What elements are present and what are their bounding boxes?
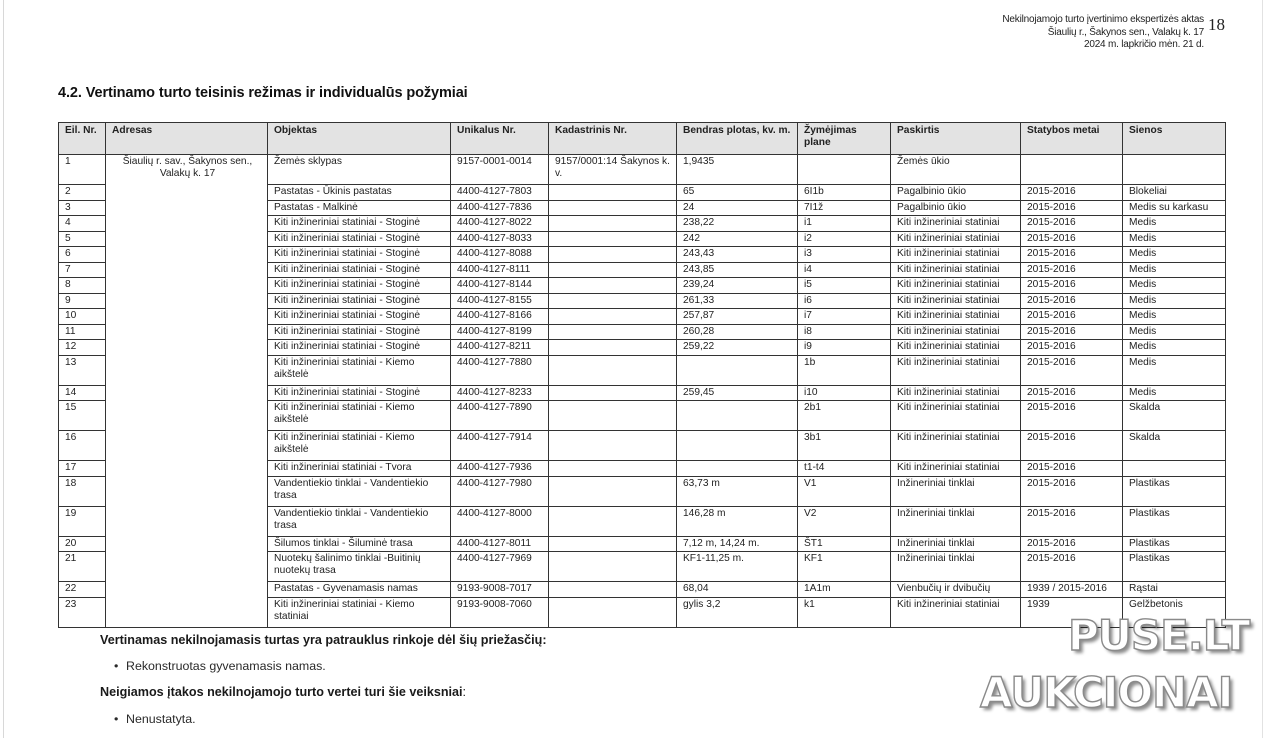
cell-kadastrinis: 9157/0001:14 Šakynos k. v.	[549, 155, 677, 185]
page-number: 18	[1208, 15, 1225, 34]
cell-zymejimas: t1-t4	[798, 461, 891, 477]
col-header-nr: Eil. Nr.	[59, 123, 106, 155]
cell-zymejimas: i1	[798, 216, 891, 232]
cell-kadastrinis	[549, 324, 677, 340]
cell-sienos: Gelžbetonis	[1123, 597, 1226, 627]
cell-plotas: 146,28 m	[677, 506, 798, 536]
cell-plotas: KF1-11,25 m.	[677, 552, 798, 582]
cell-unikalus: 4400-4127-7803	[451, 185, 549, 201]
table-row	[59, 155, 1226, 185]
cell-sienos: Skalda	[1123, 431, 1226, 461]
cell-metai	[1021, 155, 1123, 185]
cell-plotas: gylis 3,2	[677, 597, 798, 627]
cell-kadastrinis	[549, 401, 677, 431]
cell-plotas: 243,43	[677, 247, 798, 263]
cell-sienos: Medis	[1123, 216, 1226, 232]
cell-unikalus: 4400-4127-8211	[451, 340, 549, 356]
cell-adresas: Šiaulių r. sav., Šakynos sen., Valakų k. 17	[106, 155, 268, 628]
cell-nr: 7	[59, 262, 106, 278]
cell-unikalus: 4400-4127-8000	[451, 506, 549, 536]
cell-plotas: 259,22	[677, 340, 798, 356]
cell-nr: 4	[59, 216, 106, 232]
cell-unikalus: 4400-4127-8199	[451, 324, 549, 340]
cell-zymejimas: ŠT1	[798, 536, 891, 552]
header-document-title: Nekilnojamojo turto įvertinimo ekspertizės aktas	[1002, 14, 1204, 25]
cell-unikalus: 4400-4127-7980	[451, 476, 549, 506]
cell-zymejimas: 1b	[798, 355, 891, 385]
cell-objektas: Vandentiekio tinklai - Vandentiekio trasa	[268, 506, 451, 536]
cell-nr: 20	[59, 536, 106, 552]
cell-sienos	[1123, 155, 1226, 185]
cell-zymejimas: i9	[798, 340, 891, 356]
cell-metai: 2015-2016	[1021, 385, 1123, 401]
cell-nr: 18	[59, 476, 106, 506]
cell-kadastrinis	[549, 278, 677, 294]
header-address: Šiaulių r., Šakynos sen., Valakų k. 17	[1047, 26, 1204, 38]
cell-paskirtis: Kiti inžineriniai statiniai	[891, 401, 1021, 431]
cell-kadastrinis	[549, 293, 677, 309]
table-body	[59, 155, 1226, 628]
cell-paskirtis: Kiti inžineriniai statiniai	[891, 324, 1021, 340]
cell-paskirtis: Kiti inžineriniai statiniai	[891, 247, 1021, 263]
cell-paskirtis: Inžineriniai tinklai	[891, 506, 1021, 536]
cell-plotas	[677, 355, 798, 385]
positive-factor-item: • Rekonstruotas gyvenamasis namas.	[114, 659, 326, 673]
cell-unikalus: 4400-4127-8022	[451, 216, 549, 232]
cell-plotas: 24	[677, 200, 798, 216]
cell-objektas: Vandentiekio tinklai - Vandentiekio trasa	[268, 476, 451, 506]
cell-paskirtis: Kiti inžineriniai statiniai	[891, 262, 1021, 278]
cell-objektas: Kiti inžineriniai statiniai - Stoginė	[268, 293, 451, 309]
cell-unikalus: 4400-4127-7969	[451, 552, 549, 582]
cell-zymejimas: i7	[798, 309, 891, 325]
cell-plotas: 259,45	[677, 385, 798, 401]
cell-sienos	[1123, 461, 1226, 477]
cell-nr: 17	[59, 461, 106, 477]
cell-unikalus: 9193-9008-7017	[451, 582, 549, 598]
cell-nr: 5	[59, 231, 106, 247]
page-left-edge	[3, 0, 4, 738]
cell-plotas: 63,73 m	[677, 476, 798, 506]
cell-nr: 8	[59, 278, 106, 294]
cell-paskirtis: Kiti inžineriniai statiniai	[891, 461, 1021, 477]
cell-paskirtis: Kiti inžineriniai statiniai	[891, 431, 1021, 461]
cell-sienos: Medis	[1123, 293, 1226, 309]
cell-sienos: Plastikas	[1123, 506, 1226, 536]
cell-zymejimas	[798, 155, 891, 185]
cell-sienos: Skalda	[1123, 401, 1226, 431]
cell-sienos: Medis	[1123, 385, 1226, 401]
section-title: 4.2. Vertinamo turto teisinis režimas ir individualūs požymiai	[58, 85, 468, 101]
cell-kadastrinis	[549, 476, 677, 506]
cell-unikalus: 4400-4127-8166	[451, 309, 549, 325]
cell-zymejimas: i3	[798, 247, 891, 263]
cell-zymejimas: k1	[798, 597, 891, 627]
col-header-paskirtis: Paskirtis	[891, 123, 1021, 155]
page-header	[1002, 14, 1204, 52]
cell-nr: 6	[59, 247, 106, 263]
cell-paskirtis: Kiti inžineriniai statiniai	[891, 385, 1021, 401]
cell-kadastrinis	[549, 597, 677, 627]
cell-zymejimas: 2b1	[798, 401, 891, 431]
cell-kadastrinis	[549, 461, 677, 477]
cell-objektas: Kiti inžineriniai statiniai - Tvora	[268, 461, 451, 477]
cell-nr: 23	[59, 597, 106, 627]
cell-metai: 2015-2016	[1021, 247, 1123, 263]
cell-nr: 14	[59, 385, 106, 401]
cell-paskirtis: Kiti inžineriniai statiniai	[891, 340, 1021, 356]
cell-unikalus: 4400-4127-7880	[451, 355, 549, 385]
page-right-edge	[1262, 0, 1263, 738]
cell-metai: 2015-2016	[1021, 185, 1123, 201]
cell-objektas: Kiti inžineriniai statiniai - Stoginė	[268, 340, 451, 356]
cell-sienos: Medis	[1123, 278, 1226, 294]
cell-metai: 2015-2016	[1021, 401, 1123, 431]
cell-objektas: Pastatas - Ūkinis pastatas	[268, 185, 451, 201]
cell-objektas: Kiti inžineriniai statiniai - Stoginė	[268, 231, 451, 247]
cell-unikalus: 4400-4127-8088	[451, 247, 549, 263]
cell-sienos: Medis	[1123, 324, 1226, 340]
cell-plotas	[677, 401, 798, 431]
cell-metai: 2015-2016	[1021, 278, 1123, 294]
cell-unikalus: 4400-4127-8111	[451, 262, 549, 278]
cell-nr: 11	[59, 324, 106, 340]
cell-zymejimas: i2	[798, 231, 891, 247]
cell-metai: 2015-2016	[1021, 324, 1123, 340]
cell-objektas: Kiti inžineriniai statiniai - Kiemo aikštelė	[268, 431, 451, 461]
cell-kadastrinis	[549, 185, 677, 201]
cell-metai: 2015-2016	[1021, 506, 1123, 536]
cell-unikalus: 4400-4127-8233	[451, 385, 549, 401]
cell-objektas: Šilumos tinklai - Šiluminė trasa	[268, 536, 451, 552]
cell-plotas: 257,87	[677, 309, 798, 325]
cell-nr: 22	[59, 582, 106, 598]
col-header-sienos: Sienos	[1123, 123, 1226, 155]
cell-sienos: Medis	[1123, 340, 1226, 356]
col-header-plotas: Bendras plotas, kv. m.	[677, 123, 798, 155]
cell-kadastrinis	[549, 231, 677, 247]
cell-zymejimas: i4	[798, 262, 891, 278]
cell-objektas: Kiti inžineriniai statiniai - Stoginė	[268, 216, 451, 232]
cell-nr: 12	[59, 340, 106, 356]
cell-objektas: Kiti inžineriniai statiniai - Stoginė	[268, 247, 451, 263]
cell-objektas: Nuotekų šalinimo tinklai -Buitinių nuotekų trasa	[268, 552, 451, 582]
cell-plotas: 1,9435	[677, 155, 798, 185]
cell-metai: 2015-2016	[1021, 262, 1123, 278]
cell-zymejimas: 6I1b	[798, 185, 891, 201]
cell-objektas: Kiti inžineriniai statiniai - Kiemo aikštelė	[268, 401, 451, 431]
cell-sienos: Medis	[1123, 309, 1226, 325]
positive-factors-heading: Vertinamas nekilnojamasis turtas yra patrauklus rinkoje dėl šių priežasčių:	[100, 633, 547, 647]
cell-sienos: Medis	[1123, 231, 1226, 247]
cell-unikalus: 4400-4127-8011	[451, 536, 549, 552]
cell-plotas: 242	[677, 231, 798, 247]
cell-kadastrinis	[549, 247, 677, 263]
bullet-icon: •	[114, 659, 119, 673]
cell-unikalus: 9157-0001-0014	[451, 155, 549, 185]
cell-sienos: Plastikas	[1123, 552, 1226, 582]
cell-zymejimas: V2	[798, 506, 891, 536]
cell-nr: 1	[59, 155, 106, 185]
cell-plotas: 65	[677, 185, 798, 201]
cell-paskirtis: Kiti inžineriniai statiniai	[891, 293, 1021, 309]
cell-paskirtis: Kiti inžineriniai statiniai	[891, 309, 1021, 325]
cell-unikalus: 4400-4127-7890	[451, 401, 549, 431]
cell-objektas: Pastatas - Malkinė	[268, 200, 451, 216]
cell-nr: 10	[59, 309, 106, 325]
cell-zymejimas: i5	[798, 278, 891, 294]
table-header-row	[59, 123, 1226, 155]
cell-kadastrinis	[549, 552, 677, 582]
cell-kadastrinis	[549, 582, 677, 598]
cell-kadastrinis	[549, 309, 677, 325]
cell-plotas: 7,12 m, 14,24 m.	[677, 536, 798, 552]
cell-plotas	[677, 461, 798, 477]
cell-nr: 19	[59, 506, 106, 536]
cell-paskirtis: Inžineriniai tinklai	[891, 552, 1021, 582]
cell-objektas: Kiti inžineriniai statiniai - Stoginė	[268, 309, 451, 325]
cell-paskirtis: Kiti inžineriniai statiniai	[891, 278, 1021, 294]
cell-metai: 1939 / 2015-2016	[1021, 582, 1123, 598]
cell-unikalus: 4400-4127-7836	[451, 200, 549, 216]
cell-sienos: Blokeliai	[1123, 185, 1226, 201]
cell-paskirtis: Pagalbinio ūkio	[891, 185, 1021, 201]
col-header-metai: Statybos metai	[1021, 123, 1123, 155]
cell-paskirtis: Kiti inžineriniai statiniai	[891, 597, 1021, 627]
cell-paskirtis: Pagalbinio ūkio	[891, 200, 1021, 216]
cell-metai: 2015-2016	[1021, 476, 1123, 506]
cell-kadastrinis	[549, 431, 677, 461]
cell-objektas: Žemės sklypas	[268, 155, 451, 185]
cell-zymejimas: 3b1	[798, 431, 891, 461]
cell-nr: 21	[59, 552, 106, 582]
cell-kadastrinis	[549, 262, 677, 278]
cell-unikalus: 4400-4127-7936	[451, 461, 549, 477]
cell-metai: 2015-2016	[1021, 552, 1123, 582]
cell-unikalus: 9193-9008-7060	[451, 597, 549, 627]
cell-zymejimas: i8	[798, 324, 891, 340]
col-header-unikalus: Unikalus Nr.	[451, 123, 549, 155]
cell-plotas: 238,22	[677, 216, 798, 232]
cell-kadastrinis	[549, 216, 677, 232]
cell-zymejimas: 7I1ž	[798, 200, 891, 216]
cell-kadastrinis	[549, 536, 677, 552]
cell-kadastrinis	[549, 200, 677, 216]
cell-unikalus: 4400-4127-8033	[451, 231, 549, 247]
cell-kadastrinis	[549, 340, 677, 356]
cell-objektas: Kiti inžineriniai statiniai - Stoginė	[268, 262, 451, 278]
property-table	[58, 122, 1226, 628]
cell-metai: 2015-2016	[1021, 216, 1123, 232]
cell-unikalus: 4400-4127-8144	[451, 278, 549, 294]
cell-metai: 1939	[1021, 597, 1123, 627]
cell-plotas	[677, 431, 798, 461]
cell-plotas: 261,33	[677, 293, 798, 309]
col-header-kadastrinis: Kadastrinis Nr.	[549, 123, 677, 155]
cell-kadastrinis	[549, 355, 677, 385]
cell-sienos: Plastikas	[1123, 476, 1226, 506]
cell-kadastrinis	[549, 506, 677, 536]
cell-objektas: Kiti inžineriniai statiniai - Kiemo statiniai	[268, 597, 451, 627]
cell-paskirtis: Kiti inžineriniai statiniai	[891, 231, 1021, 247]
cell-objektas: Kiti inžineriniai statiniai - Stoginė	[268, 385, 451, 401]
header-date: 2024 m. lapkričio mėn. 21 d.	[1083, 39, 1204, 50]
cell-zymejimas: V1	[798, 476, 891, 506]
bullet-icon: •	[114, 712, 119, 726]
cell-metai: 2015-2016	[1021, 200, 1123, 216]
cell-sienos: Medis	[1123, 247, 1226, 263]
cell-metai: 2015-2016	[1021, 431, 1123, 461]
cell-sienos: Rąstai	[1123, 582, 1226, 598]
cell-objektas: Kiti inžineriniai statiniai - Stoginė	[268, 324, 451, 340]
cell-paskirtis: Kiti inžineriniai statiniai	[891, 216, 1021, 232]
cell-paskirtis: Žemės ūkio	[891, 155, 1021, 185]
watermark-aukcionai: AUKCIONAI	[980, 668, 1233, 717]
cell-nr: 15	[59, 401, 106, 431]
cell-unikalus: 4400-4127-7914	[451, 431, 549, 461]
cell-nr: 3	[59, 200, 106, 216]
negative-factors-heading: Neigiamos įtakos nekilnojamojo turto vertei turi šie veiksniai:	[100, 685, 467, 699]
col-header-adresas: Adresas	[106, 123, 268, 155]
cell-metai: 2015-2016	[1021, 309, 1123, 325]
cell-nr: 9	[59, 293, 106, 309]
cell-sienos: Medis	[1123, 262, 1226, 278]
cell-metai: 2015-2016	[1021, 340, 1123, 356]
cell-nr: 2	[59, 185, 106, 201]
cell-objektas: Kiti inžineriniai statiniai - Stoginė	[268, 278, 451, 294]
cell-nr: 13	[59, 355, 106, 385]
cell-objektas: Pastatas - Gyvenamasis namas	[268, 582, 451, 598]
cell-kadastrinis	[549, 385, 677, 401]
cell-sienos: Medis	[1123, 355, 1226, 385]
cell-zymejimas: i6	[798, 293, 891, 309]
cell-zymejimas: 1A1m	[798, 582, 891, 598]
cell-objektas: Kiti inžineriniai statiniai - Kiemo aikštelė	[268, 355, 451, 385]
col-header-zymejimas: Žymėjimas plane	[798, 123, 891, 155]
cell-paskirtis: Kiti inžineriniai statiniai	[891, 355, 1021, 385]
cell-metai: 2015-2016	[1021, 231, 1123, 247]
cell-nr: 16	[59, 431, 106, 461]
negative-factor-item: • Nenustatyta.	[114, 712, 196, 726]
cell-sienos: Medis su karkasu	[1123, 200, 1226, 216]
cell-unikalus: 4400-4127-8155	[451, 293, 549, 309]
cell-metai: 2015-2016	[1021, 536, 1123, 552]
cell-plotas: 243,85	[677, 262, 798, 278]
cell-plotas: 68,04	[677, 582, 798, 598]
cell-plotas: 239,24	[677, 278, 798, 294]
cell-sienos: Plastikas	[1123, 536, 1226, 552]
cell-metai: 2015-2016	[1021, 355, 1123, 385]
cell-paskirtis: Vienbučių ir dvibučių	[891, 582, 1021, 598]
cell-metai: 2015-2016	[1021, 461, 1123, 477]
cell-paskirtis: Inžineriniai tinklai	[891, 476, 1021, 506]
watermark-puse-lt: PUSE.LT	[1068, 611, 1250, 660]
cell-zymejimas: i10	[798, 385, 891, 401]
cell-plotas: 260,28	[677, 324, 798, 340]
cell-zymejimas: KF1	[798, 552, 891, 582]
col-header-objektas: Objektas	[268, 123, 451, 155]
cell-paskirtis: Inžineriniai tinklai	[891, 536, 1021, 552]
cell-metai: 2015-2016	[1021, 293, 1123, 309]
